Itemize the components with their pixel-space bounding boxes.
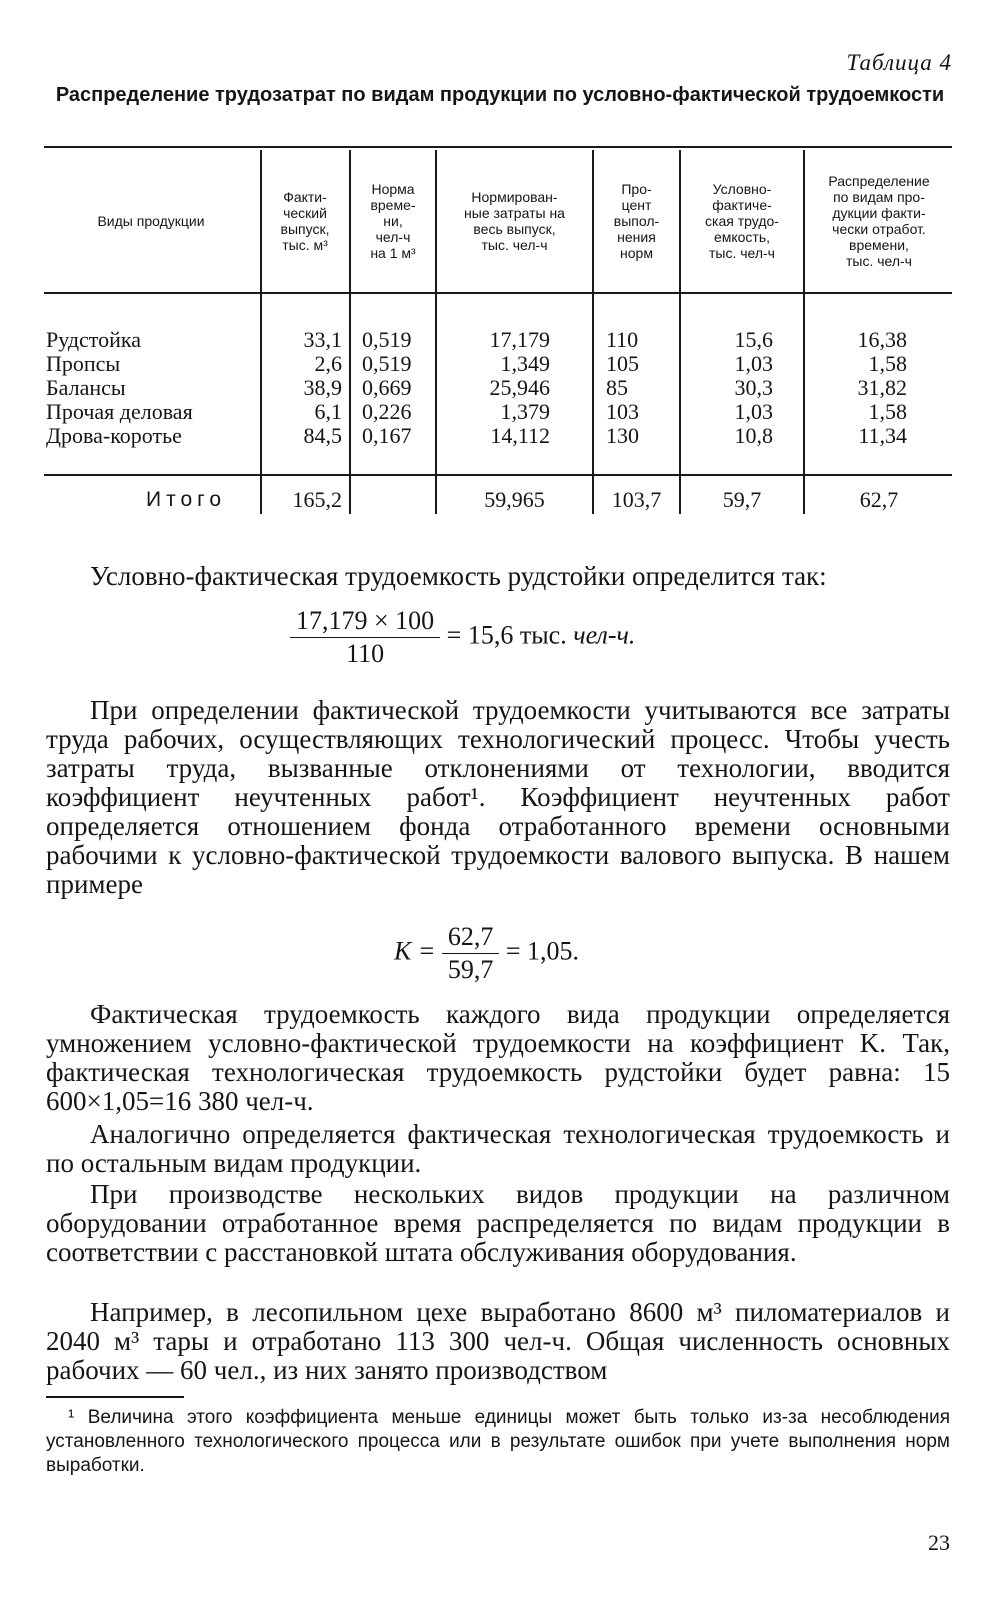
fraction-numerator: 62,7 bbox=[442, 922, 500, 954]
table-header-normed-costs: Нормирован- ные затраты на весь выпуск, тыс. чел-ч bbox=[464, 189, 565, 253]
table-cell: 1,58 bbox=[868, 399, 907, 424]
paragraph-coefficient-use: Фактическая трудоемкость каждого вида продукции определяется умножением условно-фактической трудоемкости на коэффициент K. Так, фактическая технологическая трудоемкость рудстойки будет равна: 15 600×1,05=16 380 чел-ч. bbox=[46, 999, 950, 1116]
paragraph-equipment: При производстве нескольких видов продукции на различном оборудовании отработанное время распределяется по видам продукции в соответствии с расстановкой штата обслуживания оборудования. bbox=[46, 1179, 950, 1267]
formula-unit: чел-ч. bbox=[573, 620, 636, 650]
table-row-label: Дрова-коротье bbox=[46, 423, 182, 448]
table-cell: 84,5 bbox=[303, 423, 342, 448]
table-cell: 15,6 bbox=[734, 327, 773, 352]
formula-coefficient bbox=[394, 922, 579, 985]
paragraph-analogous: Аналогично определяется фактическая технологическая трудоемкость и по остальным видам продукции. bbox=[46, 1119, 950, 1178]
table-cell: 16,38 bbox=[857, 327, 907, 352]
table-row-label: Рудстойка bbox=[46, 327, 142, 352]
table-cell: 6,1 bbox=[314, 399, 342, 424]
footnote: ¹ Величина этого коэффициента меньше единицы может быть только из-за несоблюдения установленного технологического процесса или в результате ошибок при учете выполнения норм выработки. bbox=[46, 1407, 950, 1476]
table-cell: 0,519 bbox=[362, 351, 412, 376]
table-total-cell: 103,7 bbox=[611, 487, 662, 512]
table-cell: 0,519 bbox=[362, 327, 412, 352]
table-top-rule bbox=[44, 146, 952, 148]
table-cell: 1,58 bbox=[868, 351, 907, 376]
table-cell: 30,3 bbox=[734, 375, 773, 400]
table-cell: 0,669 bbox=[362, 375, 412, 400]
paragraph-example: Например, в лесопильном цехе выработано 8600 м³ пиломатериалов и 2040 м³ тары и отработано 113 300 чел-ч. Общая численность основных рабочих — 60 чел., из них занято производством bbox=[46, 1297, 950, 1385]
table-header-rule bbox=[44, 292, 952, 294]
fraction bbox=[290, 606, 440, 669]
table-cell: 38,9 bbox=[303, 375, 342, 400]
table-cell: 1,03 bbox=[734, 351, 773, 376]
footnote-rule bbox=[46, 1396, 184, 1398]
table-cell: 0,167 bbox=[362, 423, 412, 448]
table-row-label: Балансы bbox=[46, 375, 126, 400]
fraction-numerator: 17,179 × 100 bbox=[290, 606, 440, 638]
table-cell: 1,03 bbox=[734, 399, 773, 424]
table-cell: 2,6 bbox=[314, 351, 342, 376]
table-total-rule bbox=[44, 474, 952, 476]
paragraph-intro: Условно-фактическая трудоемкость рудстойки определится так: bbox=[90, 561, 827, 591]
fraction-denominator: 59,7 bbox=[447, 955, 494, 984]
table-cell: 130 bbox=[606, 423, 639, 448]
table-cell: 14,112 bbox=[490, 423, 550, 448]
formula-conditional bbox=[290, 606, 635, 669]
table-total-cell: 59,7 bbox=[722, 487, 762, 512]
table-header-conditional: Условно- фактиче- ская трудо- емкость, тыс. чел-ч bbox=[705, 181, 779, 261]
table-total-label: Итого bbox=[146, 488, 227, 511]
table-cell: 110 bbox=[606, 327, 639, 352]
table-header-norm: Норма време- ни, чел-ч на 1 м³ bbox=[370, 181, 416, 261]
table-total-cell: 59,965 bbox=[484, 487, 545, 512]
table-title: Распределение трудозатрат по видам продукции по условно-фактической трудоемкости bbox=[55, 84, 945, 106]
table-cell: 33,1 bbox=[303, 327, 342, 352]
table-cell: 10,8 bbox=[734, 423, 773, 448]
table-cell: 1,349 bbox=[500, 351, 550, 376]
table-cell: 0,226 bbox=[362, 399, 412, 424]
table-cell: 1,379 bbox=[500, 399, 550, 424]
page-number: 23 bbox=[928, 1530, 950, 1555]
paragraph-actual-labor: При определении фактической трудоемкости учитываются все затраты труда рабочих, осуществляющих технологический процесс. Чтобы учесть затраты труда, вызванные отклонениями от технологии, вводится коэффициент неучтенных работ¹. Коэффициент неучтенных работ определяется отношением фонда отработанного времени основными рабочими к условно-фактической трудоемкости валового выпуска. В нашем примере bbox=[46, 695, 950, 899]
formula-lhs: K = bbox=[394, 936, 436, 966]
formula-result: = 1,05. bbox=[505, 936, 580, 966]
fraction-denominator: 110 bbox=[346, 639, 385, 668]
table-row-label: Пропсы bbox=[46, 351, 121, 376]
table-header-product: Виды продукции bbox=[97, 213, 205, 229]
table-total-cell: 62,7 bbox=[859, 487, 899, 512]
table-cell: 85 bbox=[606, 375, 628, 400]
table-label: Таблица 4 bbox=[846, 50, 952, 75]
formula-result: = 15,6 тыс. bbox=[446, 620, 567, 650]
table-cell: 105 bbox=[606, 351, 639, 376]
table-row-label: Прочая деловая bbox=[46, 399, 193, 424]
table-cell: 31,82 bbox=[857, 375, 907, 400]
table-header-distribution: Распределение по видам про- дукции факти- чески отработ. времени, тыс. чел-ч bbox=[828, 173, 930, 269]
table-cell: 17,179 bbox=[489, 327, 550, 352]
table-cell: 25,946 bbox=[489, 375, 550, 400]
table-cell: 11,34 bbox=[858, 423, 907, 448]
table-header-percent: Про- цент выпол- нения норм bbox=[613, 181, 660, 261]
fraction bbox=[442, 922, 500, 985]
table-cell: 103 bbox=[606, 399, 639, 424]
table-total-cell: 165,2 bbox=[292, 487, 342, 512]
table-header-output: Факти- ческий выпуск, тыс. м³ bbox=[280, 189, 330, 253]
